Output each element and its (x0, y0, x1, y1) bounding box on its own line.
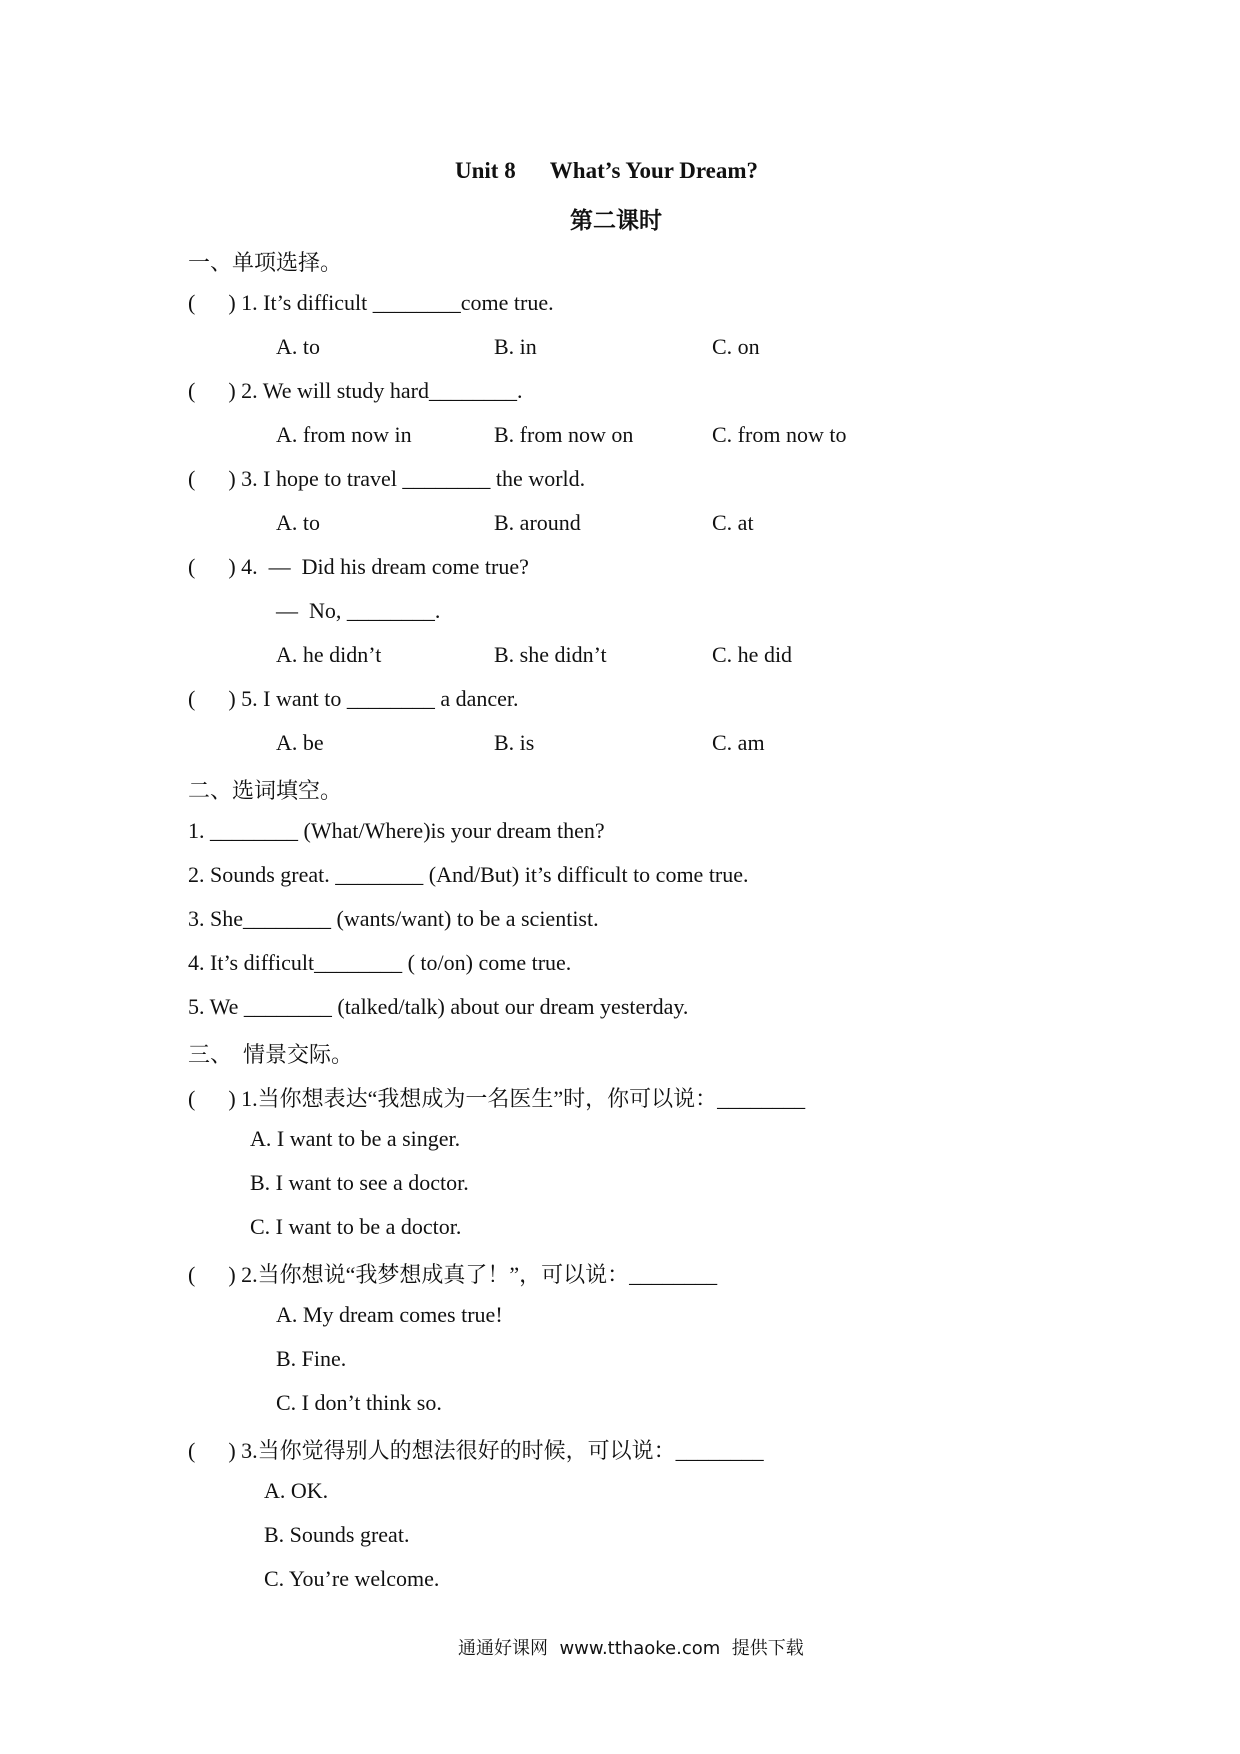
s3-q1-option-c: C. I want to be a doctor. (250, 1214, 462, 1239)
s1-q1-text: ( ) 1. It’s difficult ________come true. (188, 290, 554, 315)
section3-heading: 三、 情景交际。 (188, 1042, 354, 1067)
s1-q5-option-c: C. am (712, 730, 765, 755)
s2-item-3: 3. She________ (wants/want) to be a scientist. (188, 906, 599, 931)
footer-source: 通通好课网 www.tthaoke.com 提供下载 (458, 1638, 804, 1659)
s1-q2-option-c: C. from now to (712, 422, 847, 447)
s1-q4-option-a: A. he didn’t (276, 642, 382, 667)
s3-q1-text: ( ) 1.当你想表达“我想成为一名医生”时，你可以说：________ (188, 1086, 806, 1111)
section2-heading: 二、选词填空。 (188, 778, 343, 803)
section1-heading: 一、单项选择。 (188, 250, 343, 275)
s2-item-4: 4. It’s difficult________ ( to/on) come true. (188, 950, 572, 975)
s1-q3-text: ( ) 3. I hope to travel ________ the world. (188, 466, 586, 491)
s1-q4-answer-line: — No, ________. (276, 598, 441, 623)
s1-q5-option-b: B. is (494, 730, 535, 755)
s1-q1-option-a: A. to (276, 334, 320, 359)
s1-q1-option-b: B. in (494, 334, 537, 359)
s1-q2-option-b: B. from now on (494, 422, 634, 447)
s2-item-1: 1. ________ (What/Where)is your dream then? (188, 818, 605, 843)
s1-q2-text: ( ) 2. We will study hard________. (188, 378, 523, 403)
s3-q1-option-b: B. I want to see a doctor. (250, 1170, 469, 1195)
s3-q2-option-a: A. My dream comes true! (276, 1302, 503, 1327)
s1-q4-option-b: B. she didn’t (494, 642, 607, 667)
s2-item-5: 5. We ________ (talked/talk) about our dream yesterday. (188, 994, 689, 1019)
s1-q3-option-a: A. to (276, 510, 320, 535)
s1-q3-option-b: B. around (494, 510, 581, 535)
s3-q3-text: ( ) 3.当你觉得别人的想法很好的时候，可以说：________ (188, 1438, 764, 1463)
s1-q5-text: ( ) 5. I want to ________ a dancer. (188, 686, 519, 711)
s3-q3-option-a: A. OK. (264, 1478, 329, 1503)
s1-q1-option-c: C. on (712, 334, 760, 359)
s1-q2-option-a: A. from now in (276, 422, 412, 447)
s3-q3-option-b: B. Sounds great. (264, 1522, 410, 1547)
s1-q5-option-a: A. be (276, 730, 324, 755)
page-title: Unit 8 What’s Your Dream? (455, 158, 759, 183)
s3-q2-option-b: B. Fine. (276, 1346, 347, 1371)
lesson-subtitle: 第二课时 (570, 208, 662, 233)
s1-q3-option-c: C. at (712, 510, 754, 535)
s3-q1-option-a: A. I want to be a singer. (250, 1126, 461, 1151)
s1-q4-option-c: C. he did (712, 642, 793, 667)
s3-q2-option-c: C. I don’t think so. (276, 1390, 442, 1415)
s3-q2-text: ( ) 2.当你想说“我梦想成真了！”，可以说：________ (188, 1262, 718, 1287)
s1-q4-text: ( ) 4. — Did his dream come true? (188, 554, 529, 579)
s3-q3-option-c: C. You’re welcome. (264, 1566, 440, 1591)
s2-item-2: 2. Sounds great. ________ (And/But) it’s difficult to come true. (188, 862, 749, 887)
